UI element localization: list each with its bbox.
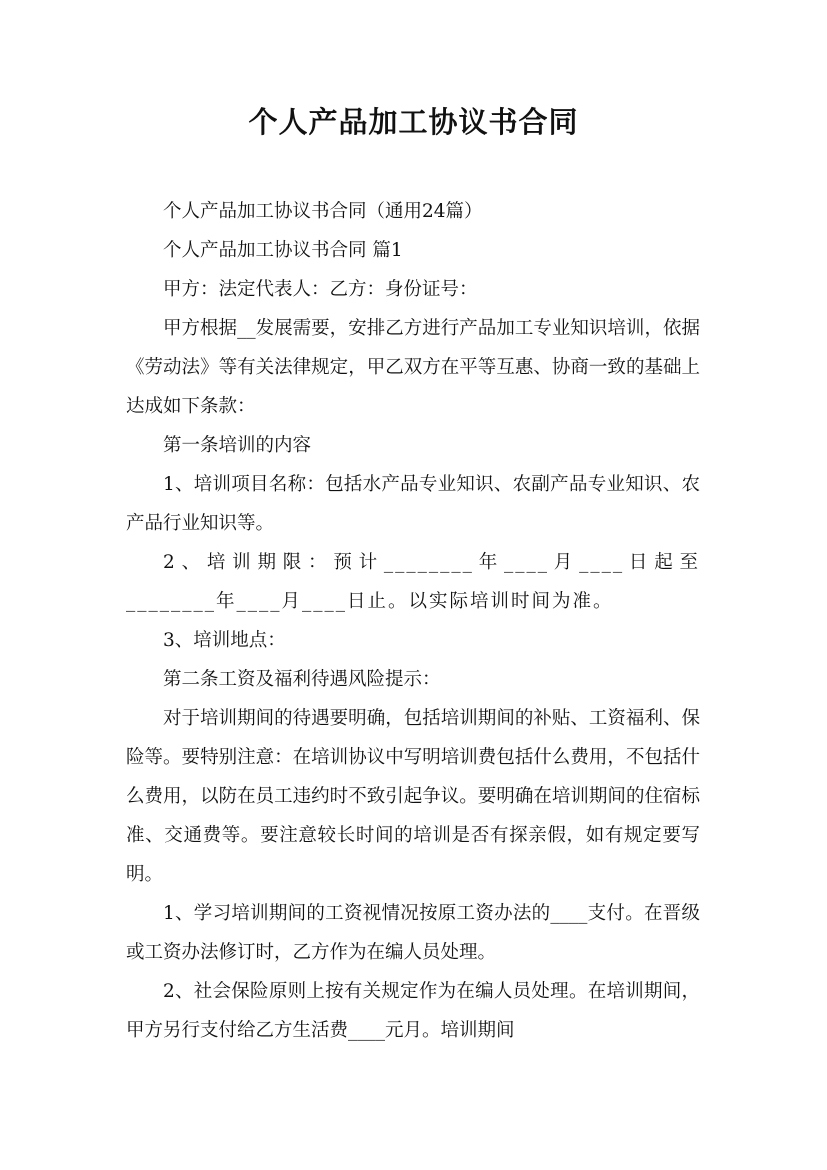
paragraph-item-period: 2、培训期限：预计________年____月____日起至________年____月____日止。以实际培训时间为准。 <box>126 552 700 612</box>
paragraph-article-2-heading: 第二条工资及福利待遇风险提示： <box>163 669 441 690</box>
paragraph-article-1-heading: 第一条培训的内容 <box>163 435 312 456</box>
paragraph-section-heading: 个人产品加工协议书合同 篇1 <box>163 240 403 261</box>
paragraph-risk-notice: 对于培训期间的待遇要明确，包括培训期间的补贴、工资福利、保险等。要特别注意：在培训协议中写明培训费包括什么费用，不包括什么费用，以防在员工违约时不致引起争议。要明确在培训期间的住宿标准、交通费等。要注意较长时间的培训是否有探亲假，如有规定要写明。 <box>126 708 700 885</box>
document-body <box>126 192 700 1050</box>
paragraph-item-wages: 1、学习培训期间的工资视情况按原工资办法的____支付。在晋级或工资办法修订时，乙方作为在编人员处理。 <box>126 903 700 963</box>
paragraph-subtitle: 个人产品加工协议书合同（通用24篇） <box>163 201 483 222</box>
paragraph-preamble: 甲方根据__发展需要，安排乙方进行产品加工专业知识培训，依据《劳动法》等有关法律规定，甲乙双方在平等互惠、协商一致的基础上达成如下条款： <box>126 318 700 417</box>
document-title: 个人产品加工协议书合同 <box>248 105 579 139</box>
paragraph-item-location: 3、培训地点： <box>163 630 286 651</box>
paragraph-item-insurance: 2、社会保险原则上按有关规定作为在编人员处理。在培训期间，甲方另行支付给乙方生活费____元月。培训期间 <box>126 981 700 1041</box>
paragraph-parties: 甲方：法定代表人：乙方：身份证号： <box>163 279 478 300</box>
paragraph-item-project-name: 1、培训项目名称：包括水产品专业知识、农副产品专业知识、农产品行业知识等。 <box>126 474 700 534</box>
